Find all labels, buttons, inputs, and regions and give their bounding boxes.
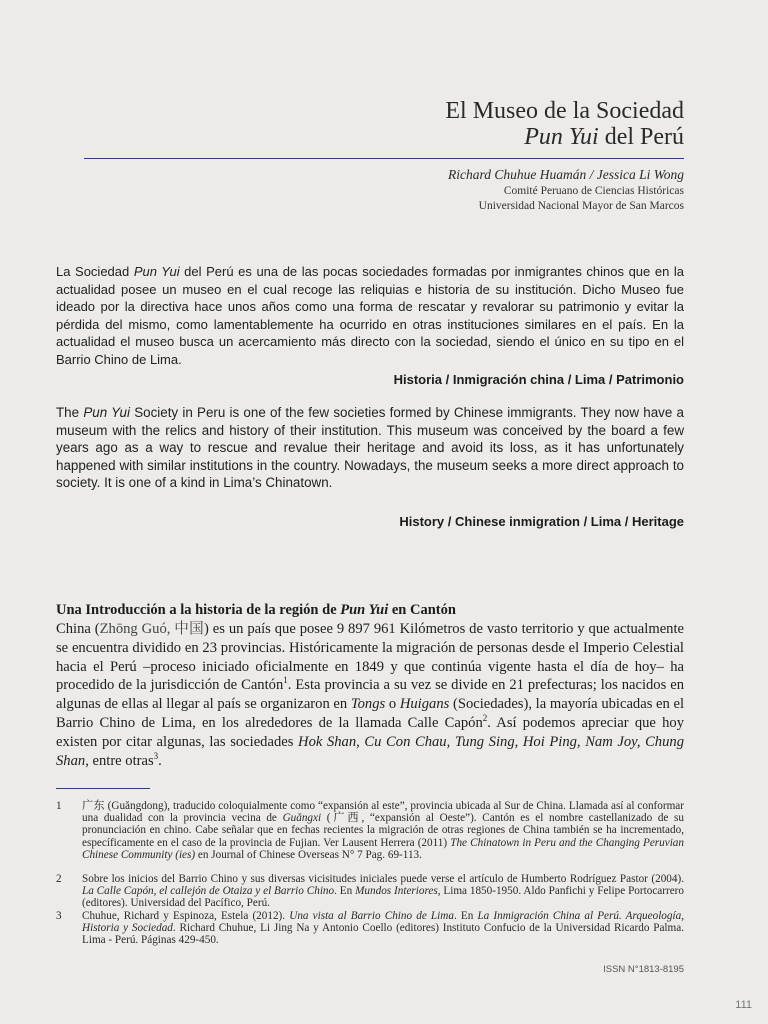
fn2-text-c: , Lima 1850-1950. Aldo Panfichi y Felipe Portocarrero (editores). Universidad del Pacífico, Perú.	[82, 885, 684, 910]
affiliation-2: Universidad Nacional Mayor de San Marcos	[478, 200, 684, 212]
body-chinese-name: Zhōng Guó, 中国	[99, 621, 205, 637]
body-societies: Hok Shan, Cu Con Chau, Tung Sing, Hoi Ping, Nam Joy, Chung Shan	[56, 733, 684, 769]
fn2-article-title: La Calle Capón, el callejón de Otaiza y el Barrio Chino	[82, 885, 335, 898]
footnote-2	[56, 873, 684, 910]
body-text-7: . Así podemos apreciar que hoy existen por citar algunas, las sociedades	[56, 714, 684, 750]
body-text-8: , entre otras	[85, 752, 154, 769]
abstract-es-italic: Pun Yui	[133, 264, 180, 279]
footnote-3	[56, 910, 684, 947]
title-divider	[84, 158, 684, 159]
abstract-es-text-a: La Sociedad	[56, 264, 134, 279]
title-line-2	[445, 124, 684, 150]
fn1-text-a: 广东 (Guǎngdong), traducido coloquialmente como “expansión al este”, provincia ubicada al Sur de China. Llamada así al conformar una dualidad con la provincia vecina de	[82, 800, 684, 825]
fn3-article-title: Una vista al Barrio Chino de Lima	[289, 910, 454, 922]
fn3-text-c: . Richard Chuhue, Li Jing Na y Antonio Coello (editores) Instituto Confucio de la Universidad Ricardo Palma. Lima - Perú. Páginas 429-450.	[82, 922, 684, 947]
footnote-1	[56, 800, 684, 861]
keywords-english: History / Chinese inmigration / Lima / Heritage	[399, 514, 684, 529]
heading-text-a: Una Introducción a la historia de la región de	[56, 602, 341, 618]
abstract-en-italic: Pun Yui	[83, 405, 130, 420]
fn1-text-c: en Journal of Chinese Overseas N° 7 Pag. 69-113.	[195, 848, 422, 861]
abstract-en-text-a: The	[56, 405, 84, 420]
abstract-english	[56, 404, 684, 492]
fn3-book-title: La Inmigración China al Perú. Arqueología, Historia y Sociedad	[82, 910, 684, 935]
footnote-2-text	[82, 873, 684, 910]
footnote-divider	[56, 788, 150, 789]
fn2-text-b: . En	[334, 885, 356, 898]
issn: ISSN N°1813-8195	[603, 964, 684, 975]
body-text-9: .	[158, 752, 162, 769]
footnote-3-text	[82, 910, 684, 947]
body-huigans: Huigans	[399, 696, 450, 713]
body-text-4: . Esta provincia a su vez se divide en 21 prefecturas; los nacidos en algunas de ellas al llegar al país se organizaron en	[56, 677, 685, 713]
footnote-2-number: 2	[56, 873, 62, 885]
abstract-en-text-b: Society in Peru is one of the few societies formed by Chinese immigrants. They now have a museum with the relics and history of their institution. This museum was conceived by the board a few years ago as a way to rescue and revalue their heritage and avoid its loss, as it has unfortunately happened with similar institutions in the country. Nowadays, the museum seeks a more direct approach to society. It is one of a kind in Lima’s Chinatown.	[56, 405, 684, 490]
fn1-guangxi: Guǎngxi	[282, 812, 322, 825]
fn3-text-a: Chuhue, Richard y Espinoza, Estela (2012).	[82, 910, 290, 922]
section-heading	[56, 602, 456, 619]
fn2-text-a: Sobre los inicios del Barrio Chino y sus diversas vicisitudes iniciales puede verse el artículo de Humberto Rodríguez Pastor (2004).	[82, 873, 684, 885]
title-rest: del Perú	[598, 124, 684, 150]
fn1-text-b: (广西, “expansión al Oeste”). Cantón es el nombre castellanizado de su pronunciación en chino. Cabe señalar que en fechas recientes la migración de otras regiones de China también se ha incrementado, específicamente en el caso de la provincia de Fujian. Ver Lausent Herrera (2011)	[82, 812, 685, 849]
body-text-6: (Sociedades), la mayoría ubicadas en el Barrio Chino de Lima, en los alrededores de la llamada Calle Capón	[56, 696, 685, 731]
title-line-1: El Museo de la Sociedad	[445, 98, 684, 124]
abstract-es-text-b: del Perú es una de las pocas sociedades formadas por inmigrantes chinos que en la actualidad posee un museo en el cual recoge las reliquias e historia de su institución. Dicho Museo fue ideado por la directiva hace unos años como una forma de rescatar y revalorar su patrimonio y evitar la pérdida del mismo, como lamentablemente ha ocurrido en otras instituciones similares en el país. En la actualidad el museo busca un acercamiento más directo con la sociedad, siendo el único en su tipo en el Barrio Chino de Lima.	[56, 264, 684, 367]
footnote-1-number: 1	[56, 800, 62, 812]
footnote-ref-1[interactable]: 1	[283, 675, 288, 686]
article-title	[445, 98, 684, 150]
heading-text-b: en Cantón	[388, 602, 456, 618]
authors: Richard Chuhue Huamán / Jessica Li Wong	[448, 167, 684, 182]
fn1-book-title: The Chinatown in Peru and the Changing Peruvian Chinese Community (ies)	[82, 836, 684, 861]
body-paragraph	[56, 620, 684, 770]
footnote-ref-3[interactable]: 3	[153, 750, 159, 761]
body-text-3: ) es un país que posee 9 897 961 Kilómetros de vasto territorio y que actualmente se encuentra dividido en 23 provincias. Históricamente la migración de personas desde el Imperio Celestial hacia el Perú –proceso iniciado oficialmente en 1849 y que continúa vigente hasta el día de hoy– ha procedido de la jurisdicción de Cantón	[56, 621, 685, 694]
footnote-3-number: 3	[56, 910, 62, 922]
fn2-book-title: Mundos Interiores	[355, 885, 438, 898]
footnote-1-text	[82, 800, 684, 861]
byline	[448, 166, 684, 214]
body-tongs: Tongs	[350, 696, 386, 713]
heading-italic: Pun Yui	[340, 602, 389, 618]
title-italic-pun-yui: Pun Yui	[524, 124, 599, 150]
body-text-1: China (	[56, 621, 100, 637]
body-text-5: o	[385, 696, 400, 713]
footnote-ref-2[interactable]: 2	[482, 713, 488, 724]
affiliation-1: Comité Peruano de Ciencias Históricas	[503, 185, 684, 197]
page-number: 111	[735, 999, 752, 1011]
keywords-spanish: Historia / Inmigración china / Lima / Patrimonio	[393, 372, 684, 387]
fn3-text-b: . En	[453, 910, 478, 922]
abstract-spanish	[56, 263, 684, 368]
